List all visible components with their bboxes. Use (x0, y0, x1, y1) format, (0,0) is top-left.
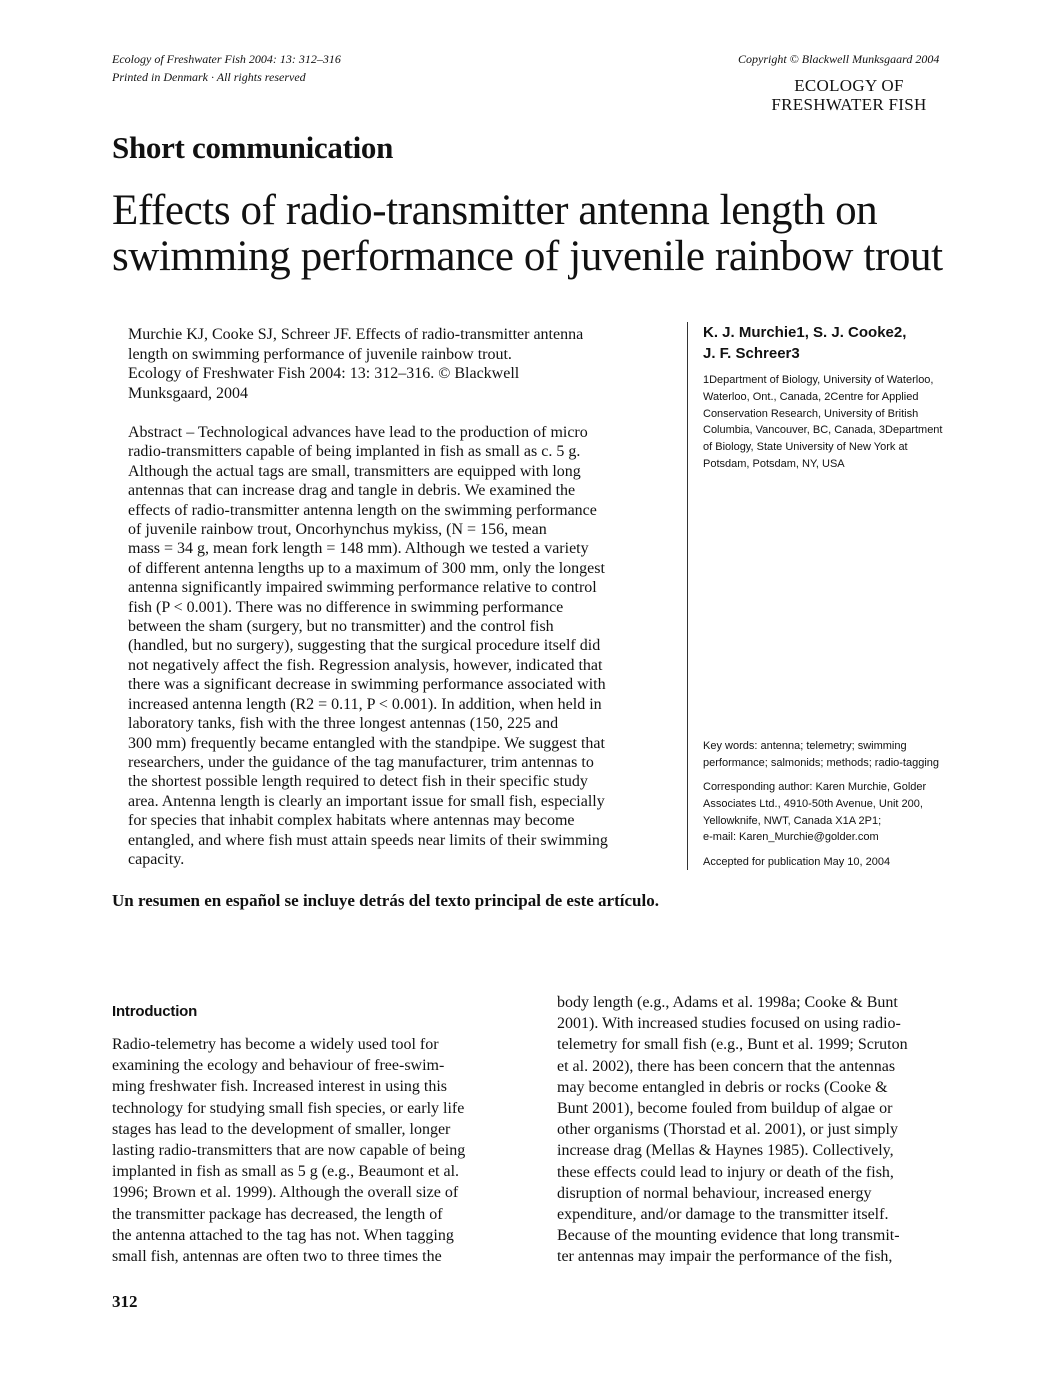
body-line: stages has lead to the development of smaller, longer (112, 1120, 451, 1138)
copyright-notice: Copyright © Blackwell Munksgaard 2004 (738, 52, 940, 66)
body-line: implanted in fish as small as 5 g (e.g., Beaumont et al. (112, 1163, 460, 1181)
journal-citation: Ecology of Freshwater Fish 2004: 13: 312–316 (112, 52, 341, 66)
body-line: other organisms (Thorstad et al. 2001), or just simply (557, 1121, 898, 1139)
author-line2: J. F. Schreer3 (703, 345, 800, 362)
abstract-line: researchers, under the guidance of the tag manufacturer, trim antennas to (128, 753, 594, 771)
body-line: increase drag (Mellas & Haynes 1985). Collectively, (557, 1142, 894, 1160)
abstract-line: (handled, but no surgery), suggesting that the surgical procedure itself did (128, 637, 601, 655)
abstract-line: antenna significantly impaired swimming performance relative to control (128, 579, 597, 597)
body-line: ming freshwater fish. Increased interest in using this (112, 1078, 448, 1096)
abstract-line: effects of radio-transmitter antenna length on the swimming performance (128, 501, 597, 519)
keywords-line1: Key words: antenna; telemetry; swimming (703, 740, 907, 752)
affiliation-line: Potsdam, Potsdam, NY, USA (703, 457, 845, 470)
abstract-line: for species that inhabit complex habitats where antennas may become (128, 812, 575, 830)
body-line: disruption of normal behaviour, increased energy (557, 1184, 872, 1202)
abstract-line: mass = 34 g, mean fork length = 148 mm). Although we tested a variety (128, 540, 589, 558)
page-number: 312 (112, 1292, 138, 1311)
abstract-line: 300 mm) frequently became entangled with the standpipe. We suggest that (128, 734, 605, 752)
body-line: expenditure, and/or damage to the transmitter itself. (557, 1206, 889, 1224)
body-line: lasting radio-transmitters that are now capable of being (112, 1142, 466, 1160)
body-line: Radio-telemetry has become a widely used tool for (112, 1036, 439, 1053)
body-line: telemetry for small fish (e.g., Bunt et al. 1999; Scruton (557, 1036, 908, 1054)
abstract-line: entangled, and where fish must attain speeds near limits of their swimming (128, 831, 608, 849)
body-line: 2001). With increased studies focused on using radio- (557, 1015, 901, 1033)
body-line: ter antennas may impair the performance of the fish, (557, 1248, 893, 1266)
journal-name-line2: FRESHWATER FISH (771, 95, 927, 114)
abstract-line: antennas that can increase drag and tangle in debris. We examined the (128, 482, 576, 500)
abstract-line: fish (P < 0.001). There was no difference in swimming performance (128, 598, 564, 616)
column-divider (687, 322, 688, 870)
corresponding-line: Associates Ltd., 4910-50th Avenue, Unit 200, (703, 797, 923, 810)
keywords (703, 738, 968, 772)
affiliation-line: Columbia, Vancouver, BC, Canada, 3Department (703, 424, 943, 437)
body-line: small fish, antennas are often two to three times the (112, 1248, 442, 1266)
citation-block (128, 325, 678, 403)
citation-line: Munksgaard, 2004 (128, 384, 248, 402)
journal-name-line1: ECOLOGY OF (794, 76, 904, 95)
author-line1: K. J. Murchie1, S. J. Cooke2, (703, 324, 907, 341)
body-line: 1996; Brown et al. 1999). Although the overall size of (112, 1184, 459, 1202)
citation-line: length on swimming performance of juvenile rainbow trout. (128, 345, 512, 363)
abstract-line: capacity. (128, 850, 185, 868)
abstract-line: laboratory tanks, fish with the three longest antennas (150, 225 and (128, 715, 559, 733)
body-line: technology for studying small fish species, or early life (112, 1099, 465, 1117)
article-type: Short communication (112, 130, 394, 165)
body-line: examining the ecology and behaviour of free-swim- (112, 1057, 445, 1075)
citation-line: Murchie KJ, Cooke SJ, Schreer JF. Effects of radio-transmitter antenna (128, 326, 584, 343)
body-line: Bunt 2001), become fouled from buildup of algae or (557, 1100, 893, 1118)
affiliation-line: of Biology, State University of New York at (703, 441, 908, 454)
affiliation-line: Conservation Research, University of British (703, 407, 919, 420)
affiliations (703, 372, 965, 473)
article-title-line2: swimming performance of juvenile rainbow trout (112, 233, 943, 280)
author-list (703, 322, 906, 364)
body-line: these effects could lead to injury or death of the fish, (557, 1163, 894, 1181)
body-line: the antenna attached to the tag has not. When tagging (112, 1226, 454, 1244)
affiliation-line: 1Department of Biology, University of Waterloo, (703, 374, 934, 386)
body-line: et al. 2002), there has been concern that the antennas (557, 1057, 896, 1075)
body-line: Because of the mounting evidence that long transmit- (557, 1227, 900, 1245)
abstract-line: there was a significant decrease in swimming performance associated with (128, 676, 606, 694)
journal-name (740, 76, 958, 114)
printed-notice: Printed in Denmark · All rights reserved (112, 70, 306, 84)
abstract-line: of different antenna lengths up to a maximum of 300 mm, only the longest (128, 559, 605, 577)
abstract-line: Abstract – Technological advances have lead to the production of micro (128, 424, 588, 441)
affiliation-line: Waterloo, Ont., Canada, 2Centre for Applied (703, 390, 919, 403)
spanish-summary-note: Un resumen en español se incluye detrás del texto principal de este artículo. (112, 891, 659, 910)
intro-column-right (557, 992, 962, 1268)
corresponding-line: Yellowknife, NWT, Canada X1A 2P1; (703, 814, 882, 827)
abstract-line: increased antenna length (R2 = 0.11, P < 0.001). In addition, when held in (128, 695, 602, 713)
corresponding-line: Corresponding author: Karen Murchie, Golder (703, 781, 927, 793)
abstract-line: the shortest possible length required to detect fish in their specific study (128, 773, 588, 791)
keywords-line2: performance; salmonids; methods; radio-tagging (703, 756, 940, 769)
intro-column-left (112, 1034, 517, 1267)
article-title (112, 188, 943, 280)
citation-line: Ecology of Freshwater Fish 2004: 13: 312–316. © Blackwell (128, 365, 520, 382)
abstract-line: area. Antenna length is clearly an important issue for small fish, especially (128, 792, 605, 810)
accepted-date: Accepted for publication May 10, 2004 (703, 856, 891, 868)
abstract-line: of juvenile rainbow trout, Oncorhynchus mykiss, (N = 156, mean (128, 521, 547, 539)
section-heading-introduction: Introduction (112, 1003, 198, 1020)
body-line: body length (e.g., Adams et al. 1998a; Cooke & Bunt (557, 994, 898, 1011)
body-line: may become entangled in debris or rocks (Cooke & (557, 1078, 888, 1096)
abstract-line: between the sham (surgery, but no transmitter) and the control fish (128, 618, 554, 636)
body-line: the transmitter package has decreased, the length of (112, 1205, 443, 1223)
abstract-line: radio-transmitters capable of being implanted in fish as small as c. 5 g. (128, 443, 581, 461)
corresponding-author (703, 779, 968, 846)
corresponding-email[interactable]: e-mail: Karen_Murchie@golder.com (703, 831, 879, 844)
abstract-line: not negatively affect the fish. Regression analysis, however, indicated that (128, 656, 603, 674)
running-header-left (112, 50, 341, 86)
abstract-line: Although the actual tags are small, transmitters are equipped with long (128, 462, 581, 480)
article-title-line1: Effects of radio-transmitter antenna length on (112, 187, 878, 234)
abstract (128, 423, 673, 869)
